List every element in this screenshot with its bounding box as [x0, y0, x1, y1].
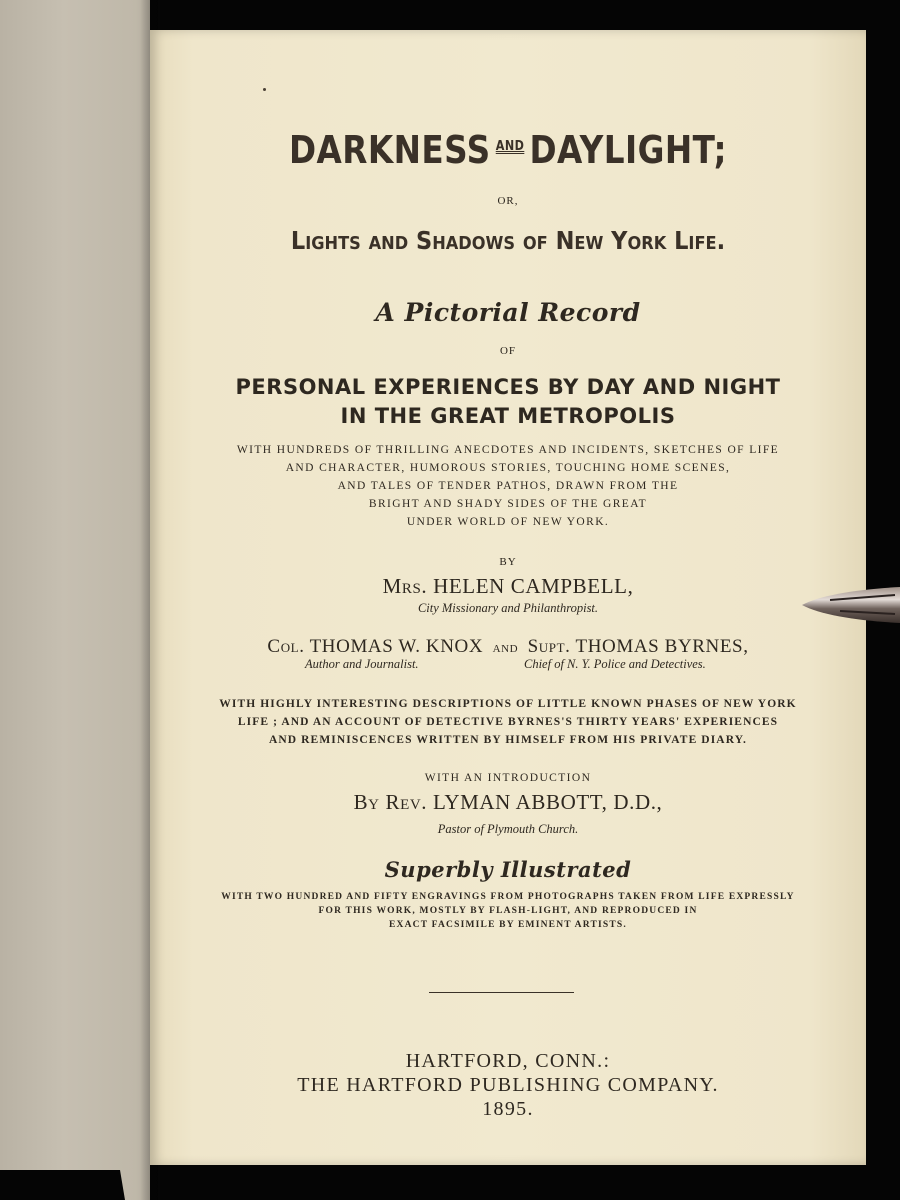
- book-subtitle: Lights and Shadows of New York Life.: [290, 226, 726, 255]
- divider-rule: [429, 992, 574, 993]
- imprint-year: 1895.: [482, 1098, 534, 1120]
- extra-line: AND REMINISCENCES WRITTEN BY HIMSELF FROM HIS PRIVATE DIARY.: [268, 734, 748, 746]
- imprint-publisher: THE HARTFORD PUBLISHING COMPANY.: [297, 1074, 719, 1096]
- campbell-prefix: Mrs.: [382, 574, 428, 598]
- byrnes-prefix: Supt.: [527, 636, 571, 657]
- speck: [263, 88, 266, 91]
- introduction-rev: Rev.: [385, 790, 428, 814]
- campbell-role: City Missionary and Philanthropist.: [417, 601, 599, 615]
- title-or: OR,: [497, 195, 519, 207]
- record-of: OF: [499, 345, 517, 357]
- title-part2: DAYLIGHT;: [529, 128, 728, 172]
- extra-line: WITH HIGHLY INTERESTING DESCRIPTIONS OF LITTLE KNOWN PHASES OF NEW YORK: [219, 698, 797, 710]
- description-line: AND TALES OF TENDER PATHOS, DRAWN FROM THE: [337, 480, 679, 492]
- knox-role: Author and Journalist.: [305, 657, 419, 671]
- description-line: AND CHARACTER, HUMOROUS STORIES, TOUCHING HOME SCENES,: [285, 462, 731, 474]
- byrnes-name: THOMAS BYRNES,: [575, 636, 749, 657]
- book-title: [200, 128, 816, 172]
- campbell-name: HELEN CAMPBELL,: [433, 574, 634, 598]
- illustrated-line: WITH TWO HUNDRED AND FIFTY ENGRAVINGS FROM PHOTOGRAPHS TAKEN FROM LIFE EXPRESSLY: [221, 892, 795, 902]
- illustrated-line: FOR THIS WORK, MOSTLY BY FLASH-LIGHT, AND REPRODUCED IN: [318, 906, 698, 916]
- title-and: AND: [495, 139, 525, 154]
- description-line: UNDER WORLD OF NEW YORK.: [406, 516, 610, 528]
- record-heading: A Pictorial Record: [375, 298, 641, 327]
- title-part1: DARKNESS: [288, 128, 491, 172]
- knox-name: THOMAS W. KNOX: [309, 636, 484, 657]
- illustrated-heading: Superbly Illustrated: [384, 857, 632, 882]
- introduction-author: [150, 790, 866, 815]
- title-page: [150, 30, 866, 1165]
- authors-and: and: [492, 640, 519, 656]
- description-line: BRIGHT AND SHADY SIDES OF THE GREAT: [368, 498, 648, 510]
- imprint-place: HARTFORD, CONN.:: [405, 1050, 611, 1072]
- introduction-name: LYMAN ABBOTT, D.D.,: [433, 790, 663, 814]
- record-line-1: PERSONAL EXPERIENCES BY DAY AND NIGHT: [235, 375, 781, 399]
- description-line: WITH HUNDREDS OF THRILLING ANECDOTES AND INCIDENTS, SKETCHES OF LIFE: [236, 444, 780, 456]
- knox-prefix: Col.: [267, 636, 305, 657]
- illustrated-line: EXACT FACSIMILE BY EMINENT ARTISTS.: [389, 920, 627, 930]
- introduction-label: WITH AN INTRODUCTION: [424, 772, 592, 784]
- byrnes-role: Chief of N. Y. Police and Detectives.: [524, 657, 706, 671]
- author-campbell: [150, 574, 866, 599]
- left-page: [0, 0, 160, 1200]
- extra-line: LIFE ; AND AN ACCOUNT OF DETECTIVE BYRNES'S THIRTY YEARS' EXPERIENCES: [237, 716, 779, 728]
- author-knox-byrnes: [150, 636, 866, 658]
- authors-by: BY: [499, 556, 517, 568]
- record-line-2: IN THE GREAT METROPOLIS: [340, 404, 676, 428]
- pen-tip-pointer: [800, 583, 900, 627]
- introduction-by: By: [353, 790, 380, 814]
- introduction-role: Pastor of Plymouth Church.: [437, 822, 579, 836]
